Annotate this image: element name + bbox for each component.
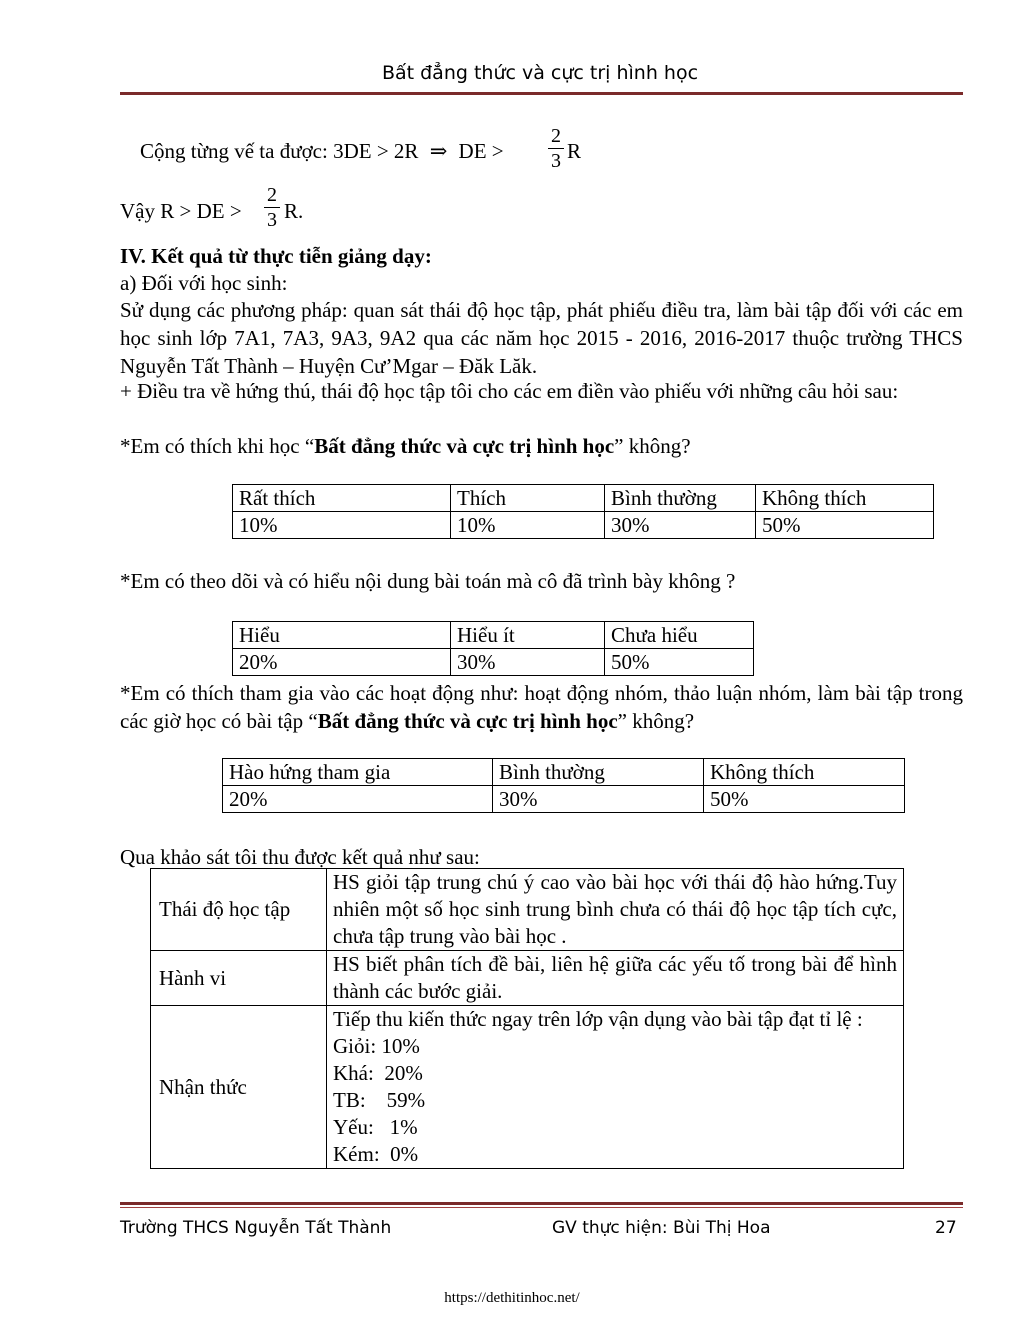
section-heading — [120, 242, 963, 270]
fraction-numerator: 2 — [267, 184, 277, 206]
table-cell: 20% — [223, 786, 493, 813]
footer-rule — [120, 1202, 963, 1205]
table-cell: Không thích — [704, 759, 905, 786]
equation-line-1 — [140, 138, 504, 164]
table-cell: 30% — [493, 786, 704, 813]
table-row — [151, 1006, 904, 1169]
question-1-pre: *Em có thích khi học “ — [120, 434, 315, 458]
header-rule — [120, 92, 963, 95]
question-3 — [120, 679, 963, 735]
summary-label: Nhận thức — [151, 1006, 327, 1169]
summary-label: Hành vi — [151, 951, 327, 1006]
paragraph-methods: Sử dụng các phương pháp: quan sát thái độ học tập, phát phiếu điều tra, làm bài tập đối với các em học sinh lớp 7A1, 7A3, 9A3, 9A2 qua các năm học 2015 - 2016, 2016-2017 thuộc trường THCS Nguyễn Tất Thành – Huyện Cư’Mgar – Đăk Lăk. — [120, 298, 963, 378]
fraction-denominator: 3 — [267, 209, 277, 231]
equation-1-de: DE > — [458, 139, 504, 163]
summary-text: HS biết phân tích đề bài, liên hệ giữa các yếu tố trong bài để hình thành các bước giải. — [327, 951, 904, 1006]
footer-school: Trường THCS Nguyễn Tất Thành — [120, 1218, 392, 1238]
fraction-numerator: 2 — [551, 125, 561, 147]
grade-line: Kém: 0% — [333, 1142, 419, 1166]
grade-line: Yếu: 1% — [333, 1115, 418, 1139]
table-row-header — [233, 622, 754, 649]
grade-line: TB: 59% — [333, 1088, 426, 1112]
footer-teacher: GV thực hiện: Bùi Thị Hoa — [552, 1218, 771, 1238]
fraction-two-thirds-2 — [264, 184, 280, 231]
page-number: 27 — [935, 1218, 957, 1238]
fraction-two-thirds-1 — [548, 125, 564, 172]
table-question-2 — [232, 621, 754, 676]
question-2: *Em có theo dõi và có hiểu nội dung bài toán mà cô đã trình bày không ? — [120, 569, 736, 593]
footer-rule-thin — [120, 1207, 963, 1208]
summary-table — [150, 868, 904, 1169]
table-question-3 — [222, 758, 905, 813]
section-heading-text: IV. Kết quả từ thực tiễn giảng dạy: — [120, 244, 432, 268]
grade-line: Giỏi: 10% — [333, 1034, 420, 1058]
table-cell: Không thích — [756, 485, 934, 512]
question-3-post: ” không? — [617, 709, 695, 733]
table-cell: 50% — [704, 786, 905, 813]
table-row — [233, 649, 754, 676]
table-row — [151, 951, 904, 1006]
table-row-header — [223, 759, 905, 786]
table-row — [151, 869, 904, 951]
question-3-bold: Bất đẳng thức và cực trị hình học — [317, 709, 618, 733]
table-cell: Hiểu ít — [451, 622, 605, 649]
table-cell: Thích — [451, 485, 605, 512]
grade-line: Khá: 20% — [333, 1061, 423, 1085]
paragraph-survey: + Điều tra về hứng thú, thái độ học tập tôi cho các em điền vào phiếu với những câu hỏi sau: — [120, 379, 899, 403]
subsection-a: a) Đối với học sinh: — [120, 271, 288, 295]
table-cell: Bình thường — [605, 485, 756, 512]
table-cell: 50% — [605, 649, 754, 676]
summary-text: Tiếp thu kiến thức ngay trên lớp vận dụng vào bài tập đạt tỉ lệ : — [333, 1007, 863, 1031]
table-row — [223, 786, 905, 813]
question-3-pre: *Em có thích tham gia vào các hoạt động như: hoạt động nhóm, thảo luận nhóm, làm bài tập trong các giờ học có bài tập “ — [120, 681, 963, 733]
equation-1-prefix: Cộng từng vế ta được: 3DE > 2R — [140, 139, 419, 163]
question-1-bold: Bất đẳng thức và cực trị hình học — [314, 434, 615, 458]
table-cell: Hào hứng tham gia — [223, 759, 493, 786]
table-cell: 50% — [756, 512, 934, 539]
equation-1-r: R — [567, 139, 582, 163]
table-cell: 30% — [605, 512, 756, 539]
table-question-1 — [232, 484, 934, 539]
table-cell: 20% — [233, 649, 451, 676]
summary-cognition-cell — [327, 1006, 904, 1169]
question-1 — [120, 432, 963, 460]
table-cell: 10% — [451, 512, 605, 539]
table-cell: 10% — [233, 512, 451, 539]
table-cell: Rất thích — [233, 485, 451, 512]
summary-label: Thái độ học tập — [151, 869, 327, 951]
fraction-bar — [548, 148, 564, 149]
footer-url-link[interactable]: https://dethitinhoc.net/ — [444, 1290, 580, 1306]
question-1-post: ” không? — [614, 434, 691, 458]
page-header-title: Bất đẳng thức và cực trị hình học — [381, 62, 699, 84]
table-row-header — [233, 485, 934, 512]
table-cell: Bình thường — [493, 759, 704, 786]
implies-symbol: ⇒ — [429, 139, 448, 163]
equation-2-suffix: R. — [284, 199, 304, 223]
summary-intro: Qua khảo sát tôi thu được kết quả như sau: — [120, 845, 480, 869]
fraction-denominator: 3 — [551, 150, 561, 172]
equation-line-2: Vậy R > DE > — [120, 199, 242, 223]
fraction-bar — [264, 207, 280, 208]
table-cell: Chưa hiểu — [605, 622, 754, 649]
table-row — [233, 512, 934, 539]
table-cell: Hiểu — [233, 622, 451, 649]
table-cell: 30% — [451, 649, 605, 676]
summary-text: HS giỏi tập trung chú ý cao vào bài học với thái độ hào hứng.Tuy nhiên một số học sinh trung bình chưa có thái độ học tập tích cực, chưa tập trung vào bài học . — [327, 869, 904, 951]
